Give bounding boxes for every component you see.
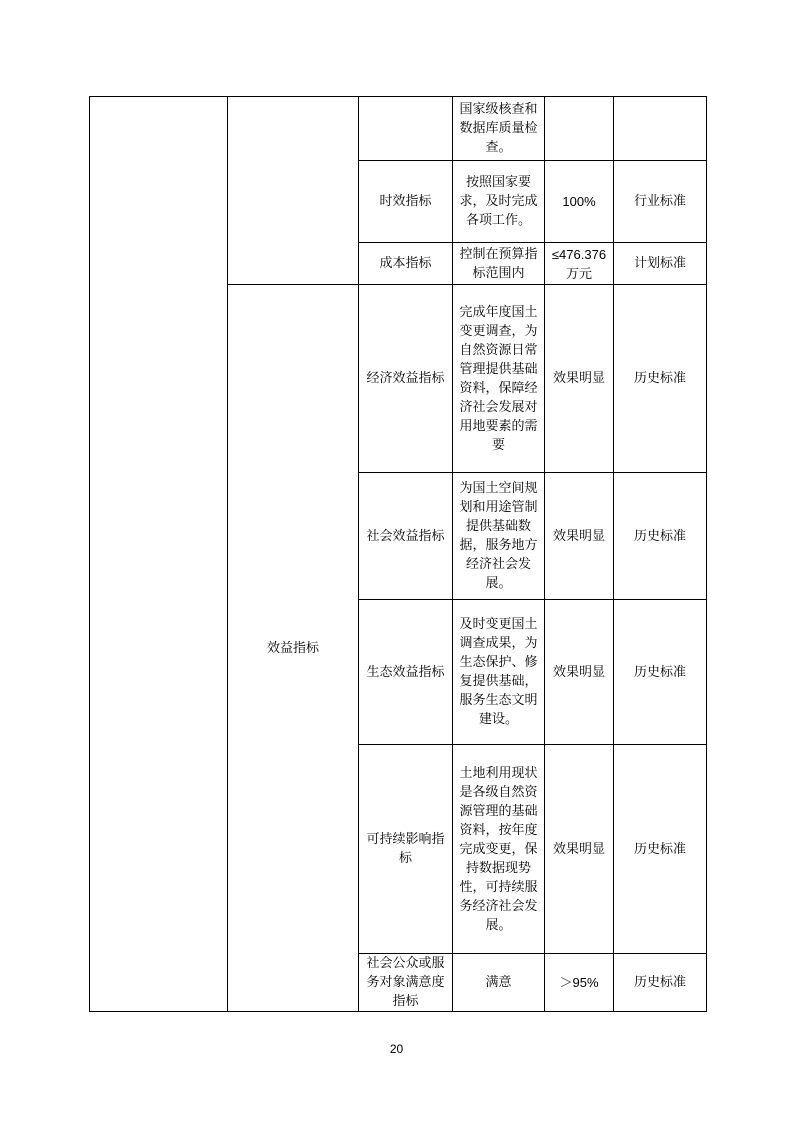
secondary-indicator-cell <box>228 97 359 285</box>
indicator-value-cell: ＞95% <box>545 954 614 1012</box>
secondary-indicator-cell: 效益指标 <box>228 285 359 1012</box>
indicator-standard-cell <box>614 97 707 161</box>
indicator-content-cell: 土地利用现状是各级自然资源管理的基础资料，按年度完成变更，保持数据现势性，可持续服务经济社会发展。 <box>453 745 545 954</box>
indicator-standard-cell: 历史标准 <box>614 600 707 745</box>
tertiary-indicator-cell: 经济效益指标 <box>359 285 453 473</box>
indicator-content-cell: 完成年度国土变更调查，为自然资源日常管理提供基础资料，保障经济社会发展对用地要素的需要 <box>453 285 545 473</box>
tertiary-indicator-cell: 社会公众或服务对象满意度指标 <box>359 954 453 1012</box>
indicator-content-cell: 按照国家要求，及时完成各项工作。 <box>453 161 545 243</box>
indicator-standard-cell: 历史标准 <box>614 745 707 954</box>
indicator-value-cell: 效果明显 <box>545 745 614 954</box>
tertiary-indicator-cell: 生态效益指标 <box>359 600 453 745</box>
indicator-standard-cell: 历史标准 <box>614 473 707 600</box>
performance-indicator-table <box>89 96 707 1012</box>
indicator-content-cell: 国家级核查和数据库质量检查。 <box>453 97 545 161</box>
tertiary-indicator-cell: 可持续影响指标 <box>359 745 453 954</box>
tertiary-indicator-cell: 社会效益指标 <box>359 473 453 600</box>
indicator-value-cell: 效果明显 <box>545 285 614 473</box>
indicator-value-cell: ≤476.376万元 <box>545 243 614 285</box>
indicator-content-cell: 为国土空间规划和用途管制提供基础数据，服务地方经济社会发展。 <box>453 473 545 600</box>
page-number: 20 <box>389 1042 404 1056</box>
tertiary-indicator-cell: 成本指标 <box>359 243 453 285</box>
indicator-standard-cell: 计划标准 <box>614 243 707 285</box>
indicator-value-cell: 效果明显 <box>545 473 614 600</box>
indicator-standard-cell: 行业标准 <box>614 161 707 243</box>
indicator-standard-cell: 历史标准 <box>614 285 707 473</box>
indicator-value-cell: 100% <box>545 161 614 243</box>
indicator-content-cell: 及时变更国土调查成果，为生态保护、修复提供基础，服务生态文明建设。 <box>453 600 545 745</box>
indicator-value-cell <box>545 97 614 161</box>
indicator-content-cell: 满意 <box>453 954 545 1012</box>
indicator-standard-cell: 历史标准 <box>614 954 707 1012</box>
primary-indicator-cell <box>90 97 228 1012</box>
tertiary-indicator-cell: 时效指标 <box>359 161 453 243</box>
table-row <box>90 97 707 161</box>
indicator-value-cell: 效果明显 <box>545 600 614 745</box>
tertiary-indicator-cell <box>359 97 453 161</box>
indicator-content-cell: 控制在预算指标范围内 <box>453 243 545 285</box>
